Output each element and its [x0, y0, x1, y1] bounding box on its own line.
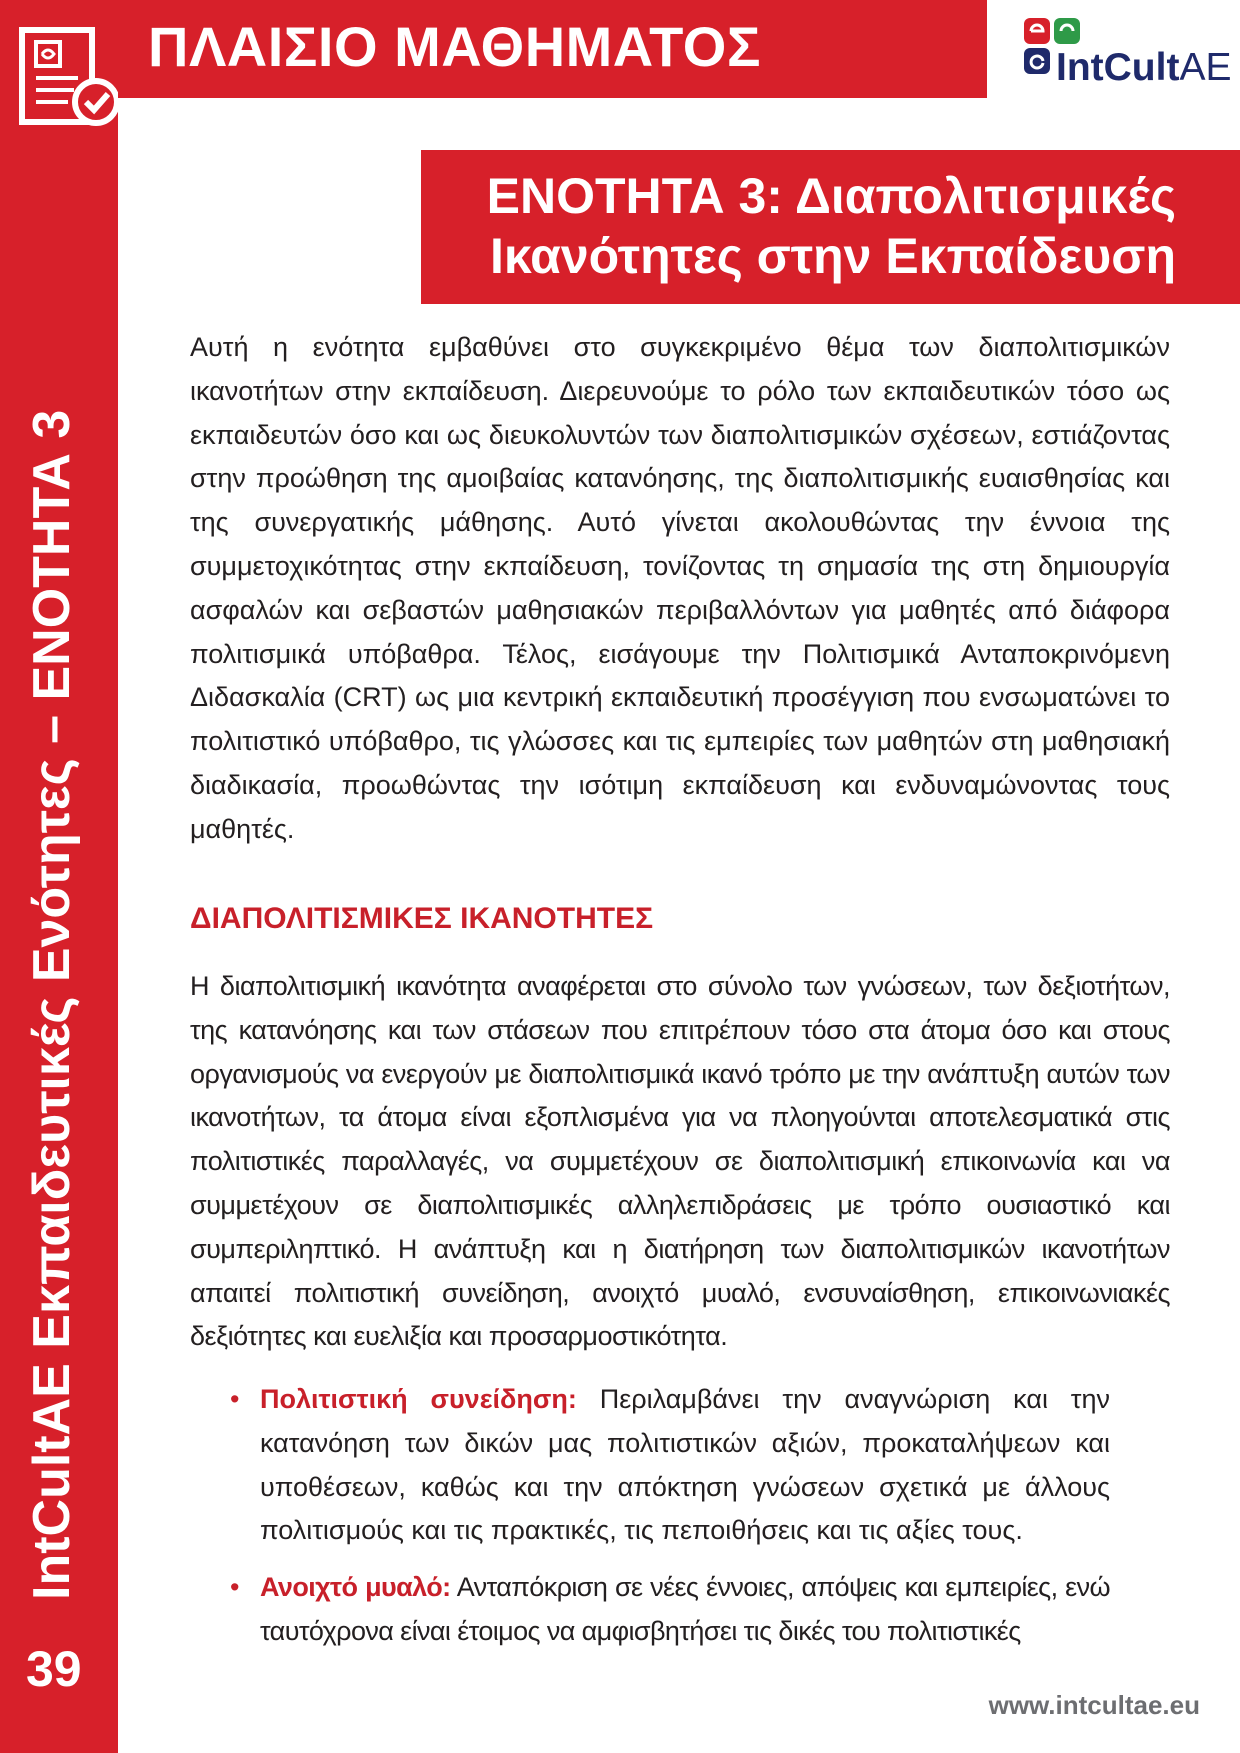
- sidebar-vertical-label: IntCultAE Εκπαιδευτικές Ενότητες – ΕΝΟΤΗΤΑ 3: [23, 409, 81, 1600]
- intro-paragraph: Αυτή η ενότητα εμβαθύνει στο συγκεκριμένο θέμα των διαπολιτισμικών ικανοτήτων στην εκπαίδευση. Διερευνούμε το ρόλο των εκπαιδευτικών τόσο ως εκπαιδευτών όσο και ως διευκολυντών των διαπολιτισμικών σχέσεων, εστιάζοντας στην προώθηση της αμοιβαίας κατανόησης, της διαπολιτισμικής ευαισθησίας και της συνεργατικής μάθησης. Αυτό γίνεται ακολουθώντας την έννοια της συμμετοχικότητας στην εκπαίδευση, τονίζοντας τη σημασία της στη δημιουργία ασφαλών και σεβαστών μαθησιακών περιβαλλόντων για μαθητές από διάφορα πολιτισμικά υπόβαθρα. Τέλος, εισάγουμε την Πολιτισμικά Ανταποκρινόμενη Διδασκαλία (CRT) ως μια κεντρική εκπαιδευτική προσέγγιση που ενσωματώνει το πολιτιστικό υπόβαθρο, τις γλώσσες και τις εμπειρίες των μαθητών στη μαθησιακή διαδικασία, προωθώντας την ισότιμη εκπαίδευση και ενδυναμώνοντας τους μαθητές.: [190, 332, 1170, 844]
- section-title-line2: Ικανότητες στην Εκπαίδευση: [489, 228, 1176, 284]
- bullet-term: Πολιτιστική συνείδηση:: [260, 1384, 577, 1414]
- section-title-box: [421, 150, 1240, 304]
- bullet-text: Περιλαμβάνει την αναγνώριση και την κατανόηση των δικών μας πολιτιστικών αξιών, προκαταλήψεων και υποθέσεων, καθώς και την απόκτηση γνώσεων σχετικά με άλλους πολιτισμούς και τις πρακτικές, τις πεποιθήσεις και τις αξίες τους.: [260, 1384, 1110, 1546]
- bullet-term: Ανοιχτό μυαλό:: [260, 1572, 451, 1602]
- subsection-heading: ΔΙΑΠΟΛΙΤΙΣΜΙΚΕΣ ΙΚΑΝΟΤΗΤΕΣ: [190, 902, 654, 935]
- bullet-text: Ανταπόκριση σε νέες έννοιες, απόψεις και εμπειρίες, ενώ ταυτόχρονα είναι έτοιμος να αμφισβητήσει τις δικές του πολιτιστικές: [260, 1572, 1111, 1646]
- checklist-document-icon: [18, 26, 118, 132]
- logo-wordmark: [1056, 46, 1232, 90]
- list-item: [230, 1378, 1110, 1553]
- page-header-title: ΠΛΑΙΣΙΟ ΜΑΘΗΜΑΤΟΣ: [148, 15, 761, 78]
- page-number: 39: [26, 1641, 82, 1697]
- logo-text-thin: AE: [1179, 46, 1232, 89]
- bullet-icon: •: [230, 1572, 239, 1602]
- list-item: [230, 1566, 1110, 1654]
- logo-text-bold: IntCult: [1056, 46, 1180, 89]
- bullet-icon: •: [230, 1384, 240, 1414]
- section-title-line1: ΕΝΟΤΗΤΑ 3: Διαπολιτισμικές: [486, 168, 1176, 224]
- footer-website-link[interactable]: www.intcultae.eu: [988, 1690, 1200, 1720]
- section-title: [421, 150, 1240, 286]
- body-paragraph: Η διαπολιτισμική ικανότητα αναφέρεται στο σύνολο των γνώσεων, των δεξιοτήτων, της κατανόησης και των στάσεων που επιτρέπουν τόσο στα άτομα όσο και στους οργανισμούς να ενεργούν με διαπολιτισμικά ικανό τρόπο με την ανάπτυξη αυτών των ικανοτήτων, τα άτομα είναι εξοπλισμένα για να πλοηγούνται αποτελεσματικά στις πολιτιστικές παραλλαγές, να συμμετέχουν σε διαπολιτισμική επικοινωνία και να συμμετέχουν σε διαπολιτισμικές αλληλεπιδράσεις με τρόπο ουσιαστικό και συμπεριληπτικό. Η ανάπτυξη και η διατήρηση των διαπολιτισμικών ικανοτήτων απαιτεί πολιτιστική συνείδηση, ανοιχτό μυαλό, ενσυναίσθηση, επικοινωνιακές δεξιότητες και ευελιξία και προσαρμοστικότητα.: [190, 971, 1170, 1352]
